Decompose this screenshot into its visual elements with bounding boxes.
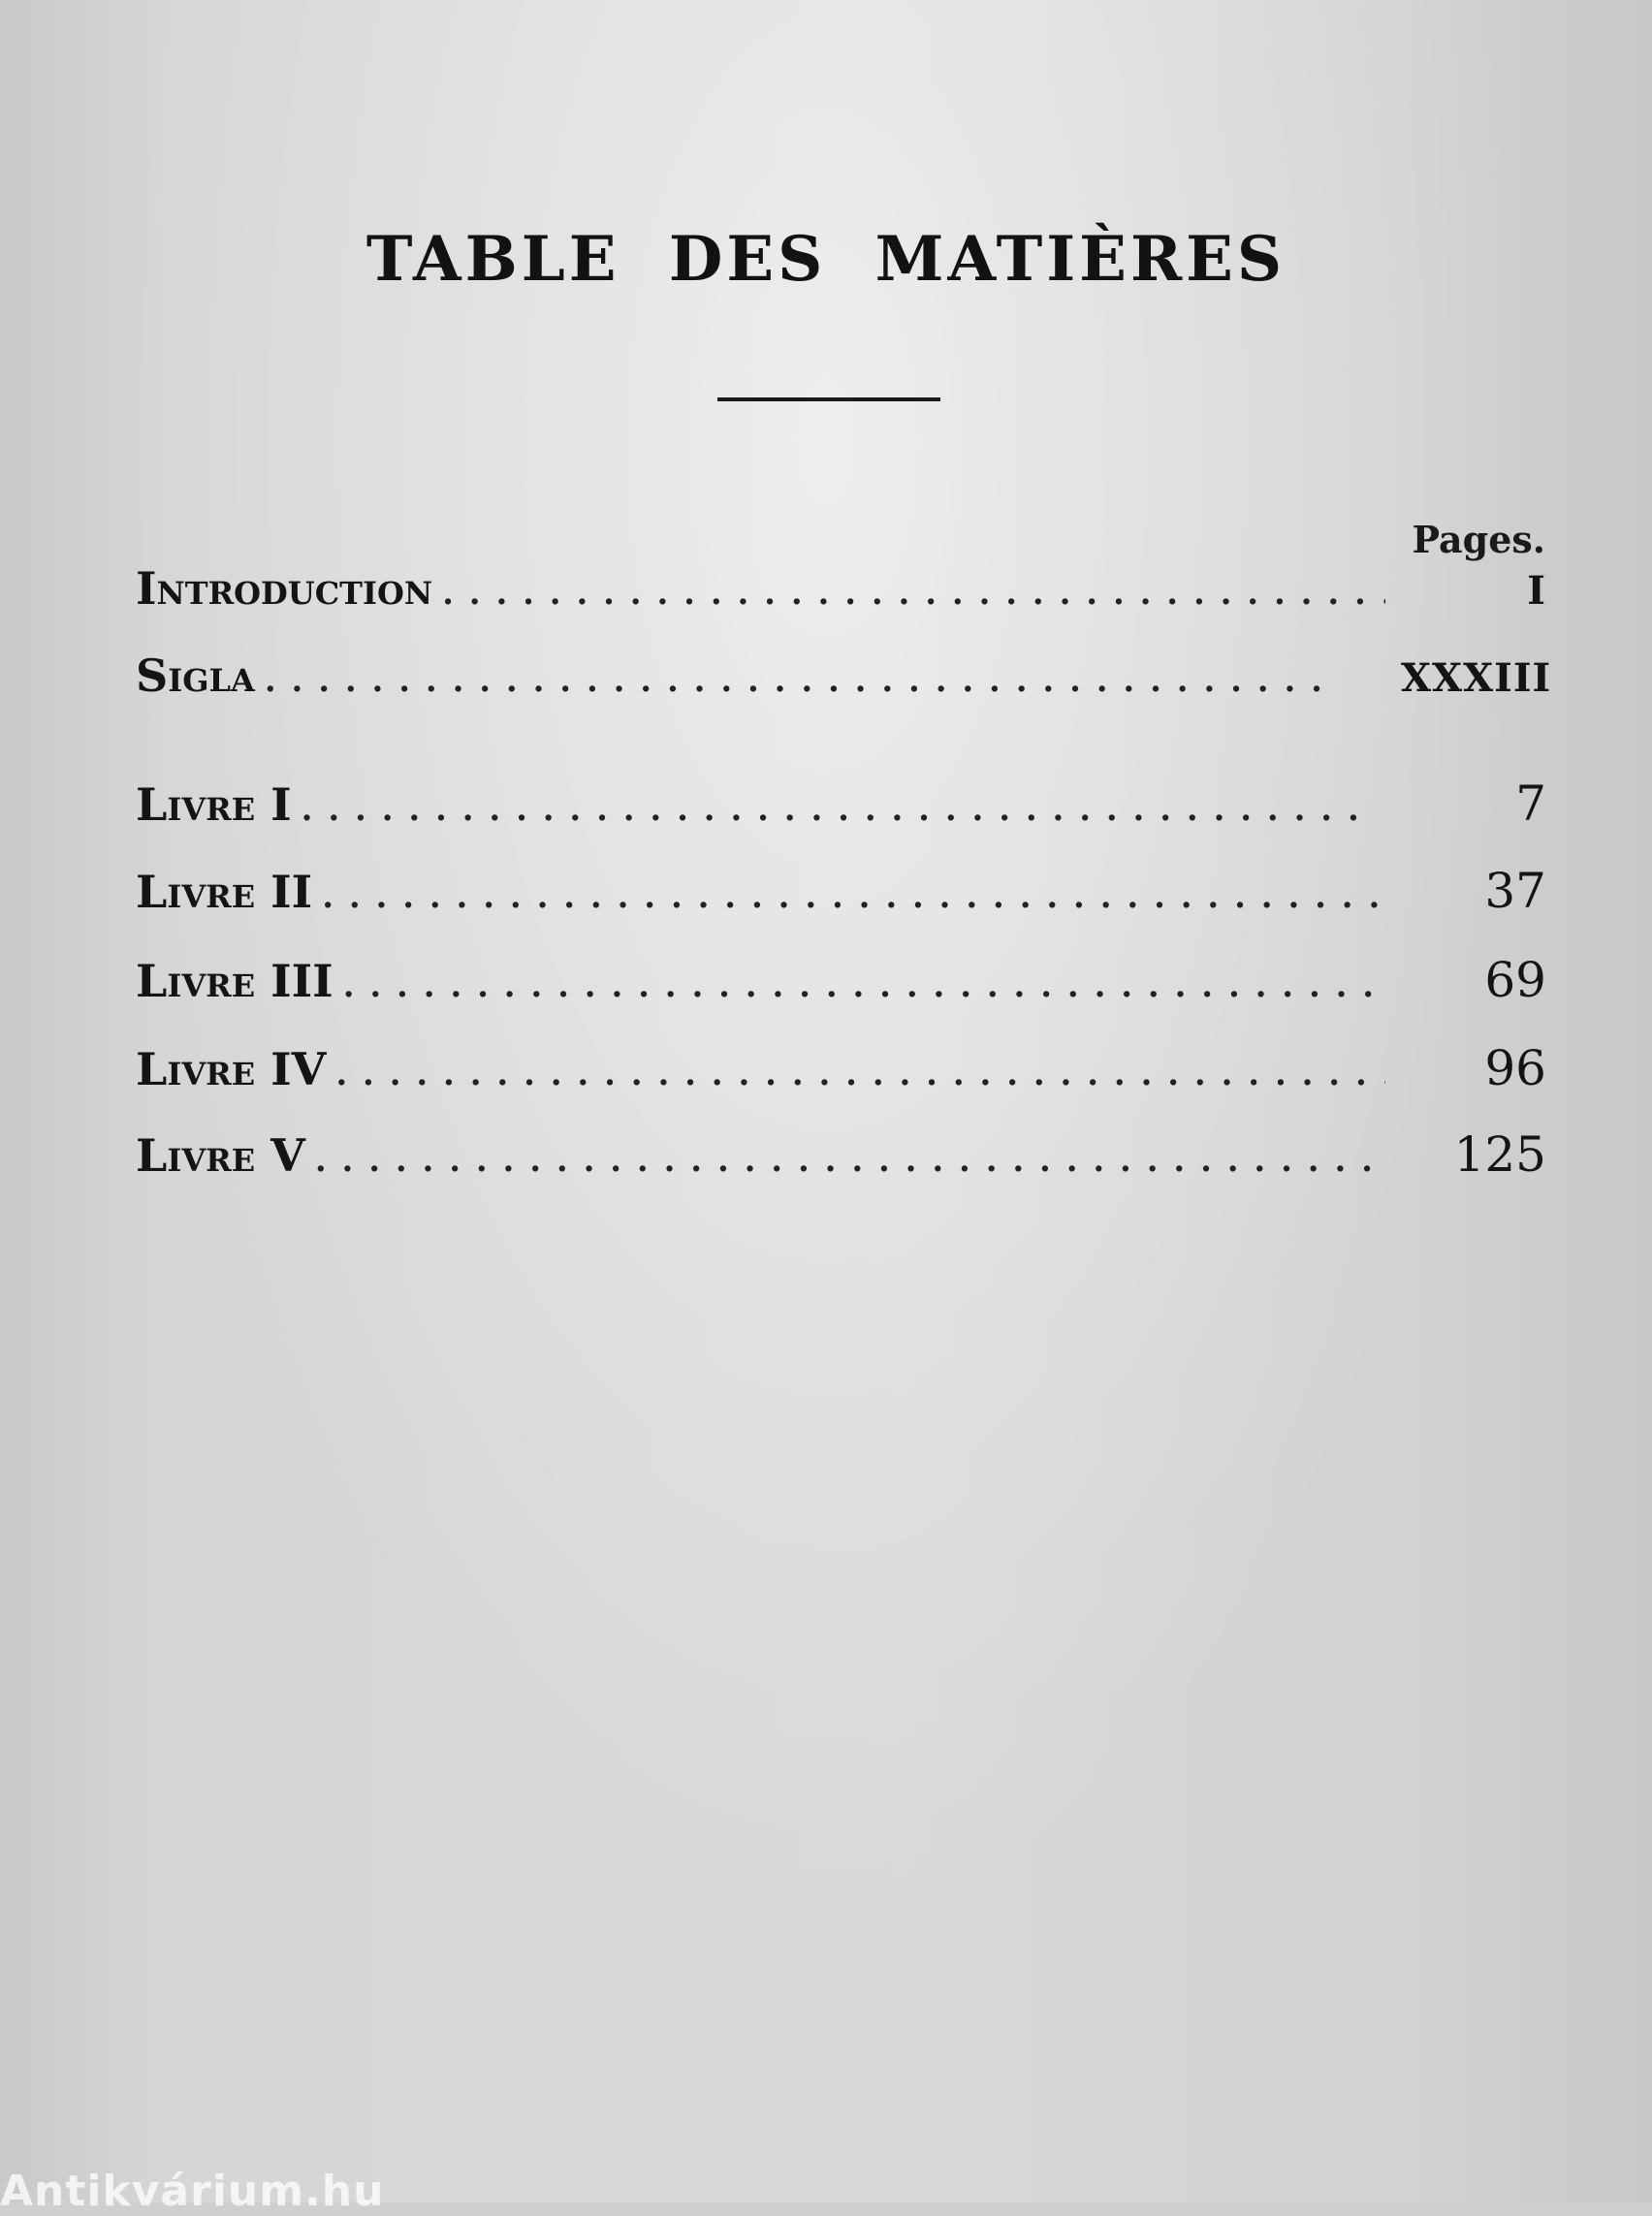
toc-entry-livre-5 xyxy=(136,1126,1546,1194)
toc-entry-label: Sigla xyxy=(136,649,255,702)
toc-dot-leader xyxy=(265,661,1331,700)
toc-entry-label: Livre V xyxy=(136,1129,305,1182)
page-title: TABLE DES MATIÈRES xyxy=(365,223,1287,296)
toc-entry-label: Livre I xyxy=(136,778,292,831)
toc-entry-livre-3 xyxy=(136,952,1546,1020)
toc-entry-livre-4 xyxy=(136,1040,1546,1108)
pages-column-heading: Pages. xyxy=(1412,518,1545,561)
toc-entry-label: Introduction xyxy=(136,562,433,615)
toc-dot-leader xyxy=(335,1055,1385,1093)
toc-entry-page: 96 xyxy=(1484,1040,1546,1096)
toc-dot-leader xyxy=(302,790,1368,829)
toc-entry-page: XXXIII xyxy=(1401,655,1552,701)
toc-dot-leader xyxy=(315,1141,1382,1180)
toc-entry-label: Livre IV xyxy=(136,1043,327,1095)
toc-entry-page: 125 xyxy=(1453,1126,1546,1183)
title-rule xyxy=(717,397,940,401)
toc-entry-introduction xyxy=(136,562,1546,630)
toc-entry-livre-1 xyxy=(136,776,1546,843)
toc-dot-leader xyxy=(343,966,1385,1005)
toc-entry-label: Livre III xyxy=(136,955,334,1007)
toc-dot-leader xyxy=(322,877,1385,916)
toc-entry-page: 7 xyxy=(1515,776,1546,832)
toc-entry-sigla xyxy=(136,649,1552,717)
watermark: Antikvárium.hu xyxy=(0,2167,385,2216)
toc-dot-leader xyxy=(442,574,1385,613)
toc-entry-page: I xyxy=(1527,568,1546,614)
toc-entry-page: 37 xyxy=(1484,863,1546,919)
toc-entry-page: 69 xyxy=(1484,952,1546,1008)
toc-entry-livre-2 xyxy=(136,863,1546,931)
toc-entry-label: Livre II xyxy=(136,866,313,918)
